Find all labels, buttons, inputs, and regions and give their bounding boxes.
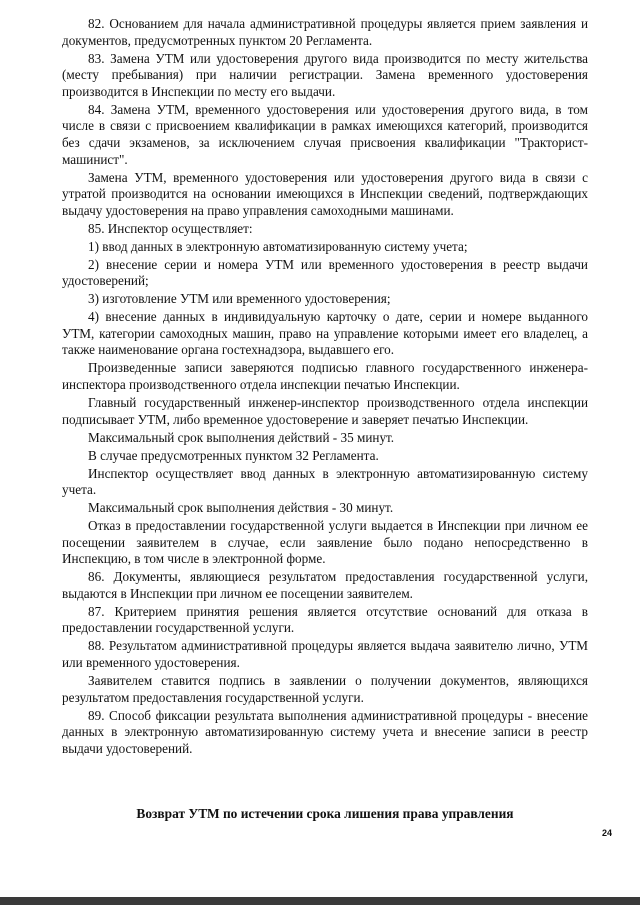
list-item-1: 1) ввод данных в электронную автоматизированную систему учета; (88, 238, 468, 254)
paragraph-inspector-input: Инспектор осуществляет ввод данных в электронную автоматизированную систему учета. (62, 465, 588, 498)
paragraph-84: 84. Замена УТМ, временного удостоверения или удостоверения другого вида, в том числе в связи с присвоением квалификации в рамках имеющихся категорий, производится без сдачи экзаменов, за исключением случая присвоения квалификации "Тракторист-машинист". (62, 101, 588, 167)
paragraph-chief-inspector: Главный государственный инженер-инспектор производственного отдела инспекции подписывает УТМ, либо временное удостоверение и заверяет печатью Инспекции. (62, 394, 588, 427)
paragraph-max-time-35: Максимальный срок выполнения действий - 35 минут. (88, 429, 395, 445)
paragraph-83: 83. Замена УТМ или удостоверения другого вида производится по месту жительства (месту пребывания) при наличии регистрации. Замена временного удостоверения производится в Инспекции по месту его выдачи. (62, 50, 588, 99)
paragraph-89: 89. Способ фиксации результата выполнения административной процедуры - внесение данных в электронную автоматизированную систему учета и внесение записи в реестр выдачи удостоверений. (62, 707, 588, 756)
paragraph-86: 86. Документы, являющиеся результатом предоставления государственной услуги, выдаются в Инспекции при личном ее посещении заявителем. (62, 569, 588, 601)
paragraph-applicant-signature: Заявителем ставится подпись в заявлении о получении документов, являющихся результатом предоставления государственной услуги. (62, 672, 588, 705)
list-item-2: 2) внесение серии и номера УТМ или временного удостоверения в реестр выдачи удостоверений; (62, 256, 588, 289)
paragraph-refusal: Отказ в предоставлении государственной услуги выдается в Инспекции при личном ее посещении заявителем в случае, если заявление было подано непосредственно в Инспекцию, в том числе в электронной форме. (62, 518, 588, 567)
paragraph-max-time-30: Максимальный срок выполнения действия - 30 минут. (88, 500, 394, 516)
document-body (62, 16, 588, 759)
paragraph-85: 85. Инспектор осуществляет: (88, 220, 253, 236)
list-item-4: 4) внесение данных в индивидуальную карточку о дате, серии и номере выданного УТМ, категории самоходных машин, право на управление которыми имеет его владелец, а также наименование органа гостехнадзора, выдавшего его. (62, 309, 588, 358)
paragraph-82: 82. Основанием для начала административной процедуры является прием заявления и документов, предусмотренных пунктом 20 Регламента. (62, 16, 588, 48)
scan-edge-border (0, 897, 640, 905)
paragraph-84-replacement-loss: Замена УТМ, временного удостоверения или удостоверения другого вида в связи с утратой производится на основании имеющихся в Инспекции сведений, подтверждающих выдачу удостоверения на право управления самоходными машинами. (62, 169, 588, 218)
section-heading: Возврат УТМ по истечении срока лишения права управления (136, 806, 514, 821)
paragraph-88: 88. Результатом административной процедуры является выдача заявителю лично, УТМ или временного удостоверения. (62, 638, 588, 670)
paragraph-87: 87. Критерием принятия решения является отсутствие оснований для отказа в предоставлении государственной услуги. (62, 603, 588, 636)
paragraph-records-certified: Произведенные записи заверяются подписью главного государственного инженера-инспектора производственного отдела инспекции печатью Инспекции. (62, 360, 588, 392)
paragraph-clause-32: В случае предусмотренных пунктом 32 Регламента. (88, 447, 379, 463)
page-number: 24 (601, 828, 612, 838)
list-item-3: 3) изготовление УТМ или временного удостоверения; (88, 291, 391, 307)
